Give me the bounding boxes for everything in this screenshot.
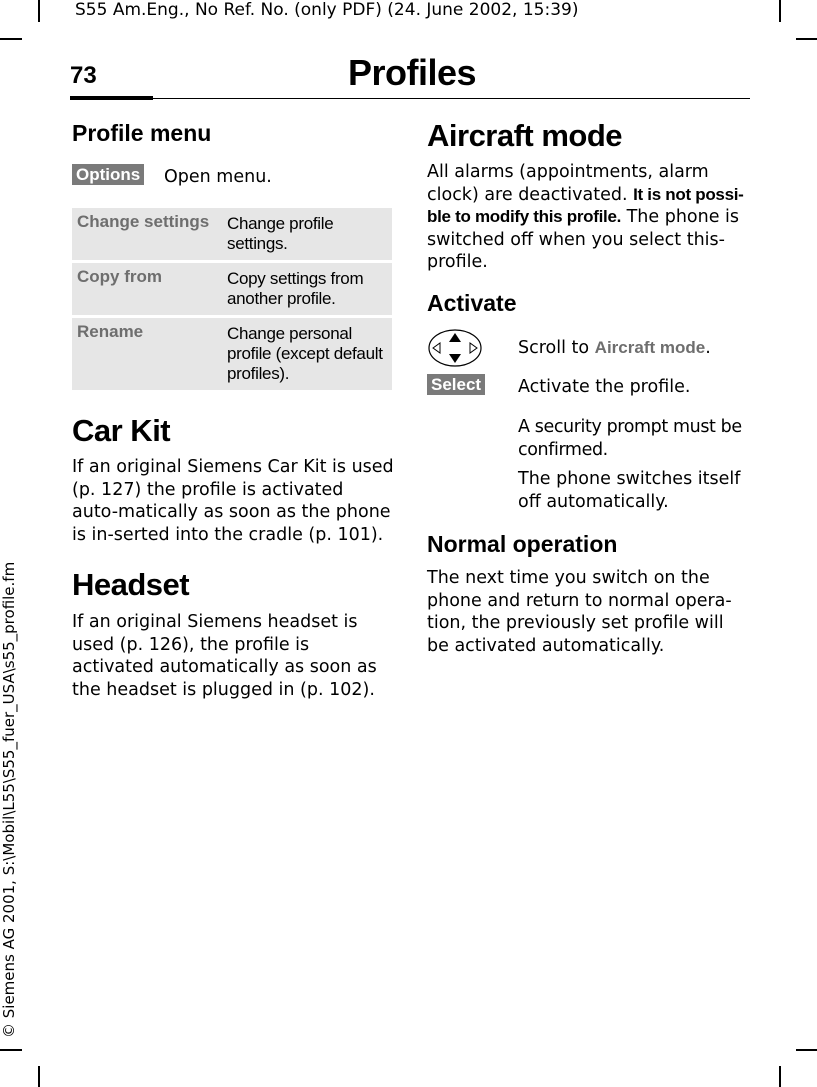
security-note: A security prompt must be confirmed. — [518, 417, 742, 460]
switch-off-note: The phone switches itself off automatically. — [518, 469, 741, 512]
aircraft-text-bold: It is not possi-ble to modify this profile. — [427, 184, 744, 226]
row-value: Change profile settings. — [227, 214, 334, 253]
scroll-post: . — [705, 338, 711, 358]
file-info: S55 Am.Eng., No Ref. No. (only PDF) (24. June 2002, 15:39) — [75, 0, 579, 20]
page-title: Profiles — [348, 52, 477, 93]
headset-heading: Headset — [72, 567, 190, 602]
aircraft-text-pre: All alarms (appointments, alarm clock) are deactivated. — [427, 162, 709, 205]
page-number: 73 — [70, 62, 97, 89]
header-rule — [70, 98, 750, 99]
aircraft-mode-heading: Aircraft mode — [427, 118, 623, 153]
crop-mark — [38, 1066, 40, 1087]
crop-mark — [796, 38, 817, 40]
header-rule-thick — [70, 96, 153, 100]
scroll-instruction — [518, 337, 748, 360]
options-softkey[interactable]: Options — [72, 164, 144, 185]
crop-mark — [779, 1066, 781, 1087]
copyright-line: © Siemens AG 2001, S:\Mobil\L55\S55_fuer_USA\s55_profile.fm — [0, 561, 18, 1038]
row-value: Change personal profile (except default profiles). — [227, 324, 383, 383]
crop-mark — [0, 38, 22, 40]
normal-operation-heading: Normal operation — [427, 531, 618, 557]
select-softkey[interactable]: Select — [427, 374, 485, 395]
profile-menu-heading: Profile menu — [72, 120, 212, 146]
crop-mark — [779, 0, 781, 22]
options-row — [72, 165, 392, 185]
select-desc: Activate the profile. — [518, 377, 691, 397]
table-row — [72, 263, 392, 315]
aircraft-text-post: The phone is switched off when you select this-profile. — [427, 207, 740, 272]
row-key: Change settings — [77, 212, 210, 231]
nav-key-icon[interactable] — [427, 328, 483, 368]
scroll-pre: Scroll to — [518, 338, 595, 358]
scroll-target: Aircraft mode — [594, 338, 706, 357]
crop-mark — [796, 1049, 817, 1051]
profile-menu-table — [72, 208, 392, 393]
row-value: Copy settings from another profile. — [227, 269, 364, 308]
row-key: Copy from — [77, 267, 162, 286]
headset-text: If an original Siemens headset is used (p. 126), the profile is activated automatically as soon as the headset is plugged in (p. 102). — [72, 612, 377, 700]
car-kit-heading: Car Kit — [72, 413, 171, 448]
activate-heading: Activate — [427, 290, 517, 316]
row-key: Rename — [77, 322, 144, 341]
normal-operation-text: The next time you switch on the phone and return to normal opera-tion, the previously set profile will be activated automatically. — [427, 568, 732, 656]
table-row — [72, 208, 392, 260]
select-row — [427, 375, 485, 395]
table-row — [72, 318, 392, 390]
aircraft-mode-text — [427, 161, 747, 274]
options-desc: Open menu. — [164, 167, 272, 187]
car-kit-text: If an original Siemens Car Kit is used (p. 127) the profile is activated auto-matically as soon as the phone is in-serted into the cradle (p. 101). — [72, 457, 394, 545]
crop-mark — [38, 0, 40, 22]
crop-mark — [0, 1049, 22, 1051]
